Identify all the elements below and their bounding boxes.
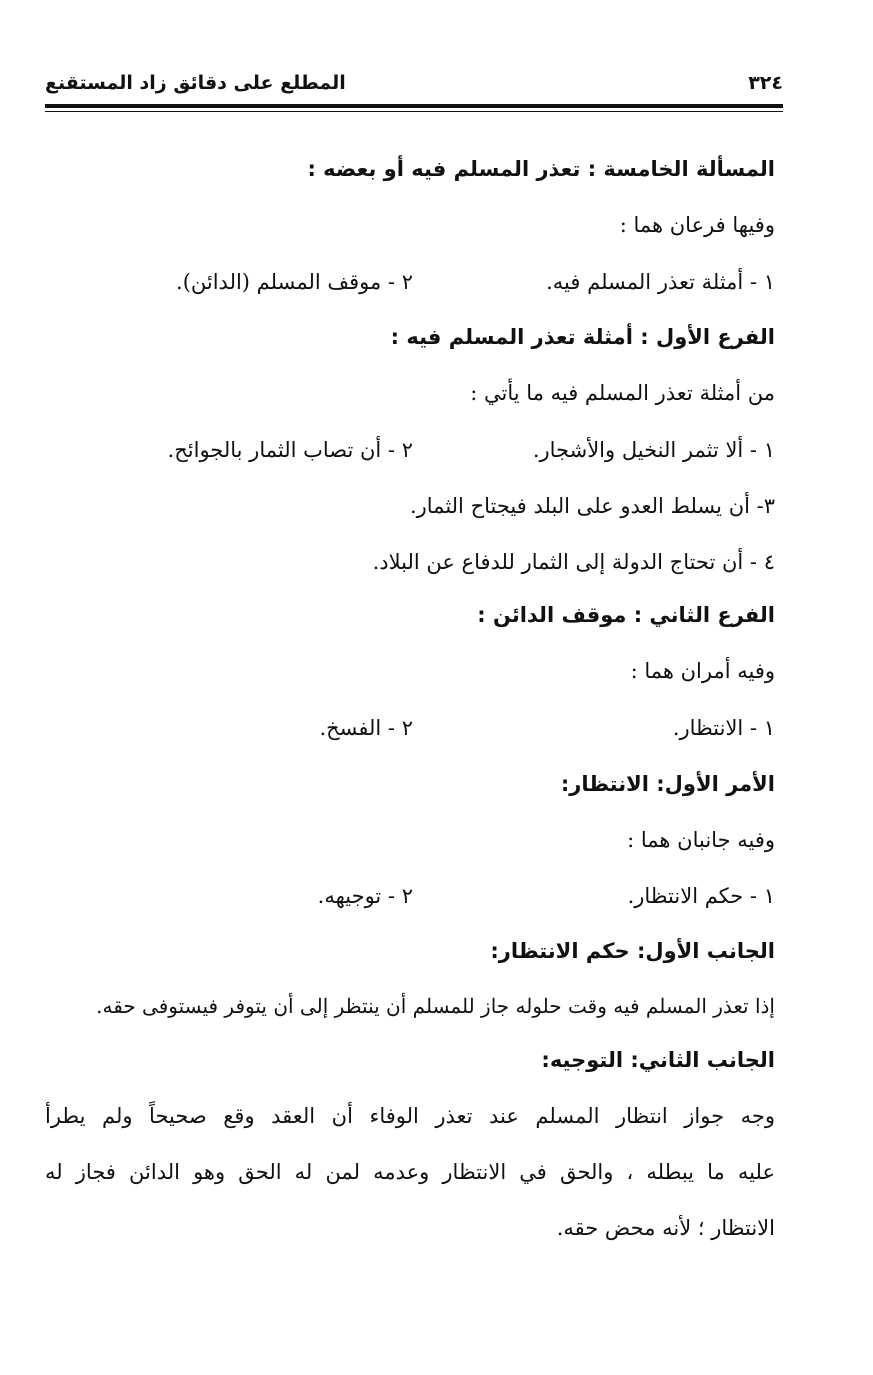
branch-1-item-1: ١ - ألا تثمر النخيل والأشجار.	[532, 438, 775, 462]
aspect-2-line-1: وجه جواز انتظار المسلم عند تعذر الوفاء أن العقد وقع صحيحاً ولم يطرأ	[45, 1104, 775, 1128]
branch-1-item-3: ٣- أن يسلط العدو على البلد فيجتاح الثمار.	[409, 494, 775, 518]
page-number: ٣٢٤	[748, 72, 783, 94]
running-header	[45, 66, 783, 100]
aspect-2-line-3: الانتظار ؛ لأنه محض حقه.	[556, 1216, 775, 1240]
branch-2-item-2: ٢ - الفسخ.	[319, 716, 413, 740]
book-title: المطلع على دقائق زاد المستقنع	[45, 72, 346, 94]
issue-5-intro: وفيها فرعان هما :	[619, 213, 775, 237]
heading-aspect-2: الجانب الثاني: التوجيه:	[541, 1048, 775, 1072]
header-rule-thin	[45, 111, 783, 112]
aspect-2-line-2: عليه ما يبطله ، والحق في الانتظار وعدمه لمن له الحق وهو الدائن فجاز له	[45, 1160, 775, 1184]
branch-2-intro: وفيه أمران هما :	[630, 659, 775, 683]
matter-1-intro: وفيه جانبان هما :	[627, 828, 775, 852]
heading-matter-1: الأمر الأول: الانتظار:	[560, 772, 775, 796]
header-rule-thick	[45, 104, 783, 108]
matter-1-item-2: ٢ - توجيهه.	[317, 884, 413, 908]
heading-aspect-1: الجانب الأول: حكم الانتظار:	[490, 939, 775, 963]
branch-1-intro: من أمثلة تعذر المسلم فيه ما يأتي :	[470, 381, 775, 405]
heading-issue-5: المسألة الخامسة : تعذر المسلم فيه أو بعضه :	[307, 157, 775, 181]
branch-1-item-4: ٤ - أن تحتاج الدولة إلى الثمار للدفاع عن البلاد.	[372, 550, 775, 574]
branch-2-item-1: ١ - الانتظار.	[672, 716, 775, 740]
heading-branch-1: الفرع الأول : أمثلة تعذر المسلم فيه :	[390, 325, 775, 349]
aspect-1-text: إذا تعذر المسلم فيه وقت حلوله جاز للمسلم أن ينتظر إلى أن يتوفر فيستوفى حقه.	[96, 994, 775, 1018]
issue-5-item-2: ٢ - موقف المسلم (الدائن).	[176, 270, 413, 294]
issue-5-item-1: ١ - أمثلة تعذر المسلم فيه.	[546, 270, 775, 294]
matter-1-item-1: ١ - حكم الانتظار.	[627, 884, 775, 908]
branch-1-item-2: ٢ - أن تصاب الثمار بالجوائح.	[167, 438, 413, 462]
heading-branch-2: الفرع الثاني : موقف الدائن :	[477, 603, 775, 627]
